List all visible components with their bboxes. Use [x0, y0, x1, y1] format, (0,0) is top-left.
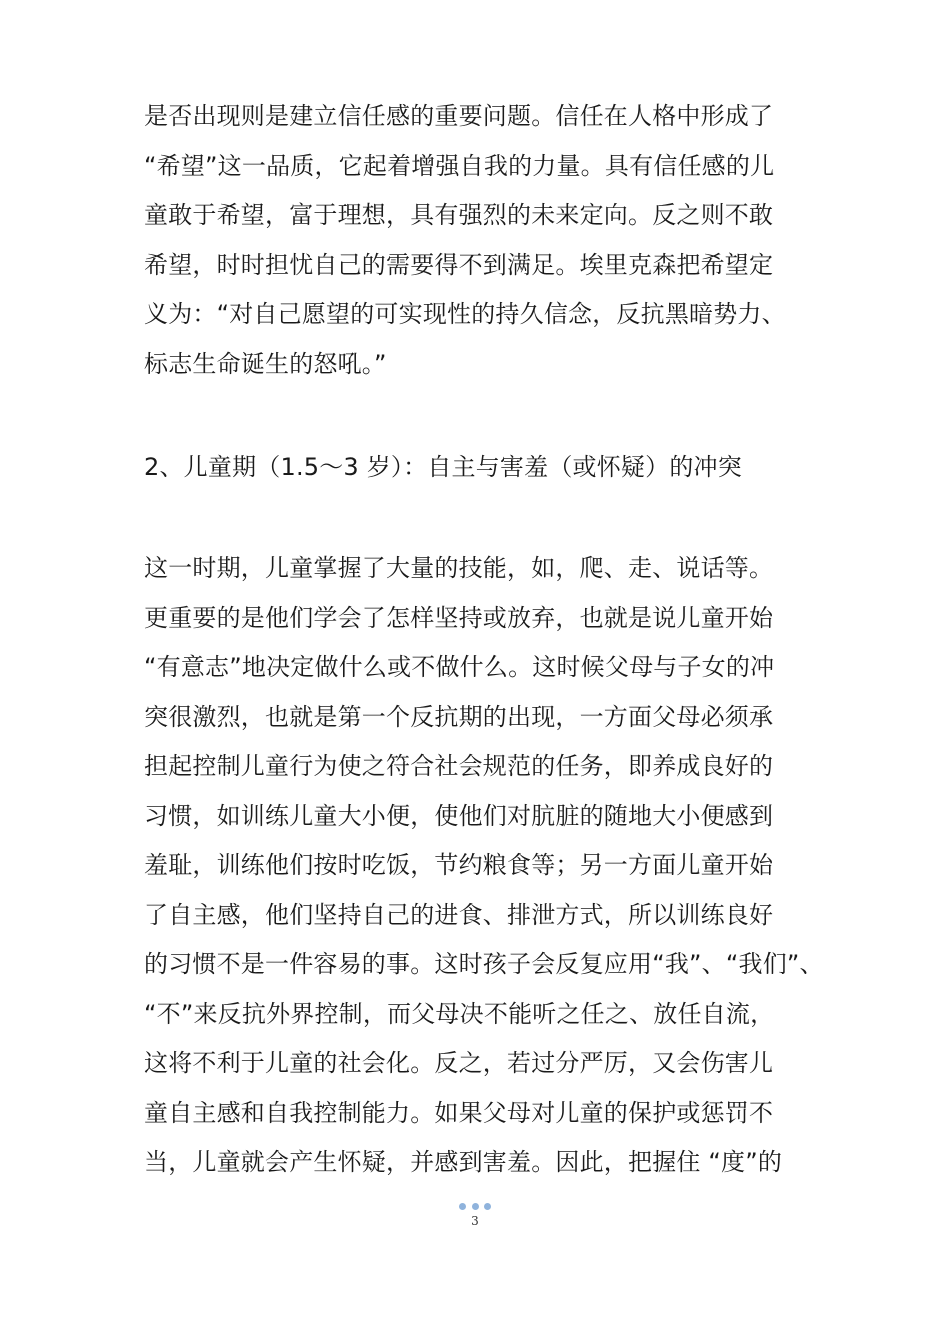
section-heading: [144, 443, 824, 493]
text-line: “希望”这一品质，它起着增强自我的力量。具有信任感的儿: [144, 151, 775, 180]
text-line: 羞耻，训练他们按时吃饭，节约粮食等；另一方面儿童开始: [144, 851, 774, 879]
dot-icon: [459, 1203, 466, 1210]
heading-text: 2、儿童期（1.5～3 岁）：自主与害羞（或怀疑）的冲突: [144, 453, 742, 481]
text-line: 习惯，如训练儿童大小便，使他们对肮脏的随地大小便感到: [144, 801, 774, 830]
text-line: 童敢于希望，富于理想，具有强烈的未来定向。反之则不敢: [144, 201, 774, 229]
paragraph-trust: [144, 92, 824, 389]
text-line: 突很激烈，也就是第一个反抗期的出现，一方面父母必须承: [144, 702, 774, 731]
text-line: “不”来反抗外界控制，而父母决不能听之任之、放任自流，: [144, 999, 775, 1028]
text-line: 是否出现则是建立信任感的重要问题。信任在人格中形成了: [144, 102, 774, 130]
footer-dots-icon: [459, 1202, 491, 1210]
text-line: 标志生命诞生的怒吼。”: [144, 349, 387, 378]
text-line: 的习惯不是一件容易的事。这时孩子会反复应用“我”、“我们”、: [144, 950, 824, 978]
dot-icon: [484, 1203, 491, 1210]
text-line: 了自主感，他们坚持自己的进食、排泄方式，所以训练良好: [144, 900, 774, 929]
text-line: 义为：“对自己愿望的可实现性的持久信念，反抗黑暗势力、: [144, 300, 786, 328]
page-number: 3: [471, 1214, 479, 1228]
text-line: 担起控制儿童行为使之符合社会规范的任务，即养成良好的: [144, 752, 774, 780]
text-line: 童自主感和自我控制能力。如果父母对儿童的保护或惩罚不: [144, 1098, 774, 1127]
text-line: “有意志”地决定做什么或不做什么。这时候父母与子女的冲: [144, 653, 775, 681]
paragraph-autonomy: [144, 544, 824, 1188]
text-line: 希望，时时担忧自己的需要得不到满足。埃里克森把希望定: [144, 250, 774, 279]
text-line: 更重要的是他们学会了怎样坚持或放弃，也就是说儿童开始: [144, 603, 774, 632]
dot-icon: [472, 1203, 479, 1210]
text-line: 当，儿童就会产生怀疑，并感到害羞。因此，把握住 “度”的: [144, 1148, 783, 1176]
text-line: 这将不利于儿童的社会化。反之，若过分严厉，又会伤害儿: [144, 1049, 774, 1077]
text-line: 这一时期，儿童掌握了大量的技能，如，爬、走、说话等。: [144, 554, 774, 582]
